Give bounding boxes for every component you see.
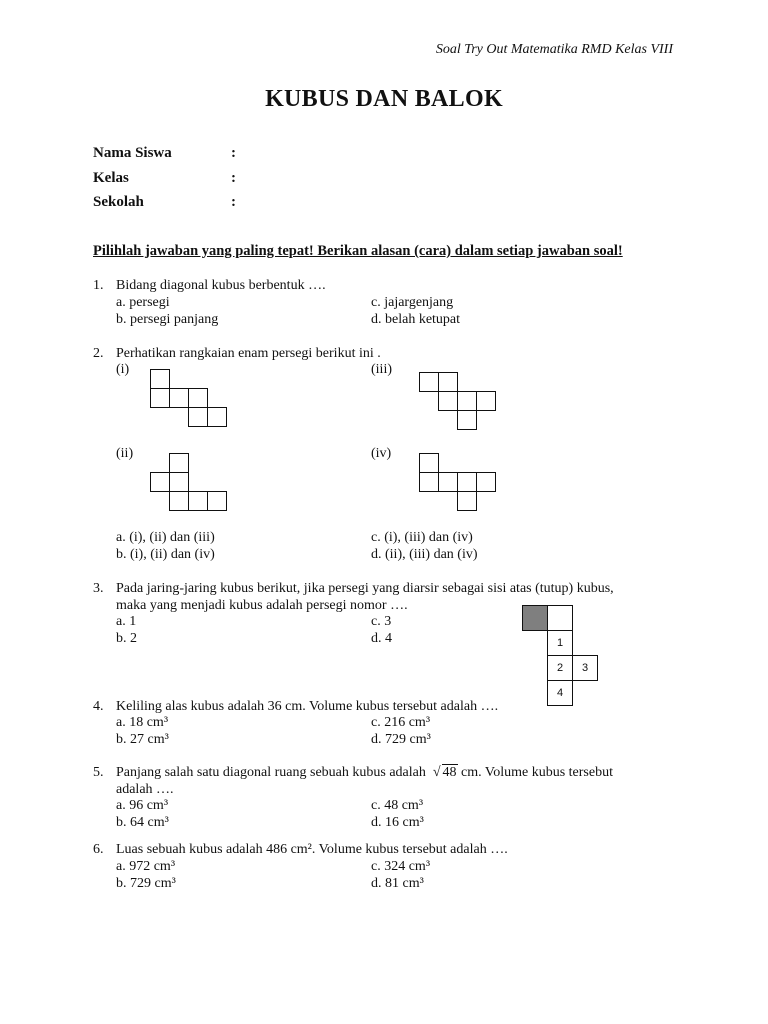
identity-name-label: Nama Siswa <box>93 145 172 161</box>
question-5-text-line2: adalah …. <box>116 782 174 797</box>
question-3-number: 3. <box>93 581 104 596</box>
question-2-number: 2. <box>93 346 104 361</box>
net-square-2: 2 <box>547 655 573 681</box>
identity-name-colon: : <box>231 145 236 161</box>
question-5-option-b: b. 64 cm³ <box>116 815 169 830</box>
question-6-text: Luas sebuah kubus adalah 486 cm². Volume kubus tersebut adalah …. <box>116 842 508 857</box>
question-3-option-d: d. 4 <box>371 631 392 646</box>
figure-label-i: (i) <box>116 362 130 377</box>
question-4-option-d: d. 729 cm³ <box>371 732 431 747</box>
question-5-option-d: d. 16 cm³ <box>371 815 424 830</box>
question-2-text: Perhatikan rangkaian enam persegi berikut ini . <box>116 346 381 361</box>
question-5-option-c: c. 48 cm³ <box>371 798 424 813</box>
question-6-option-d: d. 81 cm³ <box>371 876 424 891</box>
question-1-option-b: b. persegi panjang <box>116 312 219 327</box>
question-6-option-c: c. 324 cm³ <box>371 859 431 874</box>
question-5-text-after: cm. Volume kubus tersebut <box>461 765 613 780</box>
question-1-option-c: c. jajargenjang <box>371 295 454 310</box>
page-title: KUBUS DAN BALOK <box>265 86 503 112</box>
question-4-number: 4. <box>93 699 104 714</box>
identity-school-colon: : <box>231 194 236 210</box>
net-square-3: 3 <box>572 655 598 681</box>
question-2-option-c: c. (i), (iii) dan (iv) <box>371 530 473 545</box>
identity-school-label: Sekolah <box>93 194 144 210</box>
instruction: Pilihlah jawaban yang paling tepat! Berikan alasan (cara) dalam setiap jawaban soal! <box>93 243 623 259</box>
question-4-option-b: b. 27 cm³ <box>116 732 169 747</box>
sqrt-expression: √ 48 <box>429 765 457 780</box>
question-5-text <box>116 765 613 781</box>
question-3-option-c: c. 3 <box>371 614 392 629</box>
net-square-4: 4 <box>547 680 573 706</box>
net-square-1: 1 <box>547 630 573 656</box>
question-1-text: Bidang diagonal kubus berbentuk …. <box>116 278 326 293</box>
net-square-top <box>547 605 573 631</box>
sqrt-value: 48 <box>442 765 457 780</box>
figure-label-ii: (ii) <box>116 446 134 461</box>
question-2-option-a: a. (i), (ii) dan (iii) <box>116 530 215 545</box>
question-3-text: Pada jaring-jaring kubus berikut, jika persegi yang diarsir sebagai sisi atas (tutup) kubus, <box>116 581 614 596</box>
question-5-number: 5. <box>93 765 104 780</box>
question-2-option-d: d. (ii), (iii) dan (iv) <box>371 547 478 562</box>
question-4-option-a: a. 18 cm³ <box>116 715 169 730</box>
question-6-option-a: a. 972 cm³ <box>116 859 176 874</box>
question-5-text-before: Panjang salah satu diagonal ruang sebuah kubus adalah <box>116 765 426 780</box>
figure-label-iii: (iii) <box>371 362 392 377</box>
question-3-option-b: b. 2 <box>116 631 137 646</box>
question-1-number: 1. <box>93 278 104 293</box>
question-3-option-a: a. 1 <box>116 614 137 629</box>
question-5-option-a: a. 96 cm³ <box>116 798 169 813</box>
question-2-option-b: b. (i), (ii) dan (iv) <box>116 547 215 562</box>
question-4-text: Keliling alas kubus adalah 36 cm. Volume kubus tersebut adalah …. <box>116 699 499 714</box>
question-6-option-b: b. 729 cm³ <box>116 876 176 891</box>
identity-class-colon: : <box>231 170 236 186</box>
question-6-number: 6. <box>93 842 104 857</box>
question-4-option-c: c. 216 cm³ <box>371 715 431 730</box>
question-1-option-d: d. belah ketupat <box>371 312 461 327</box>
question-1-option-a: a. persegi <box>116 295 170 310</box>
net-shaded-square <box>522 605 548 631</box>
question-3-text-line2: maka yang menjadi kubus adalah persegi nomor …. <box>116 598 408 613</box>
identity-class-label: Kelas <box>93 170 129 186</box>
header-note: Soal Try Out Matematika RMD Kelas VIII <box>435 42 673 57</box>
figure-label-iv: (iv) <box>371 446 392 461</box>
